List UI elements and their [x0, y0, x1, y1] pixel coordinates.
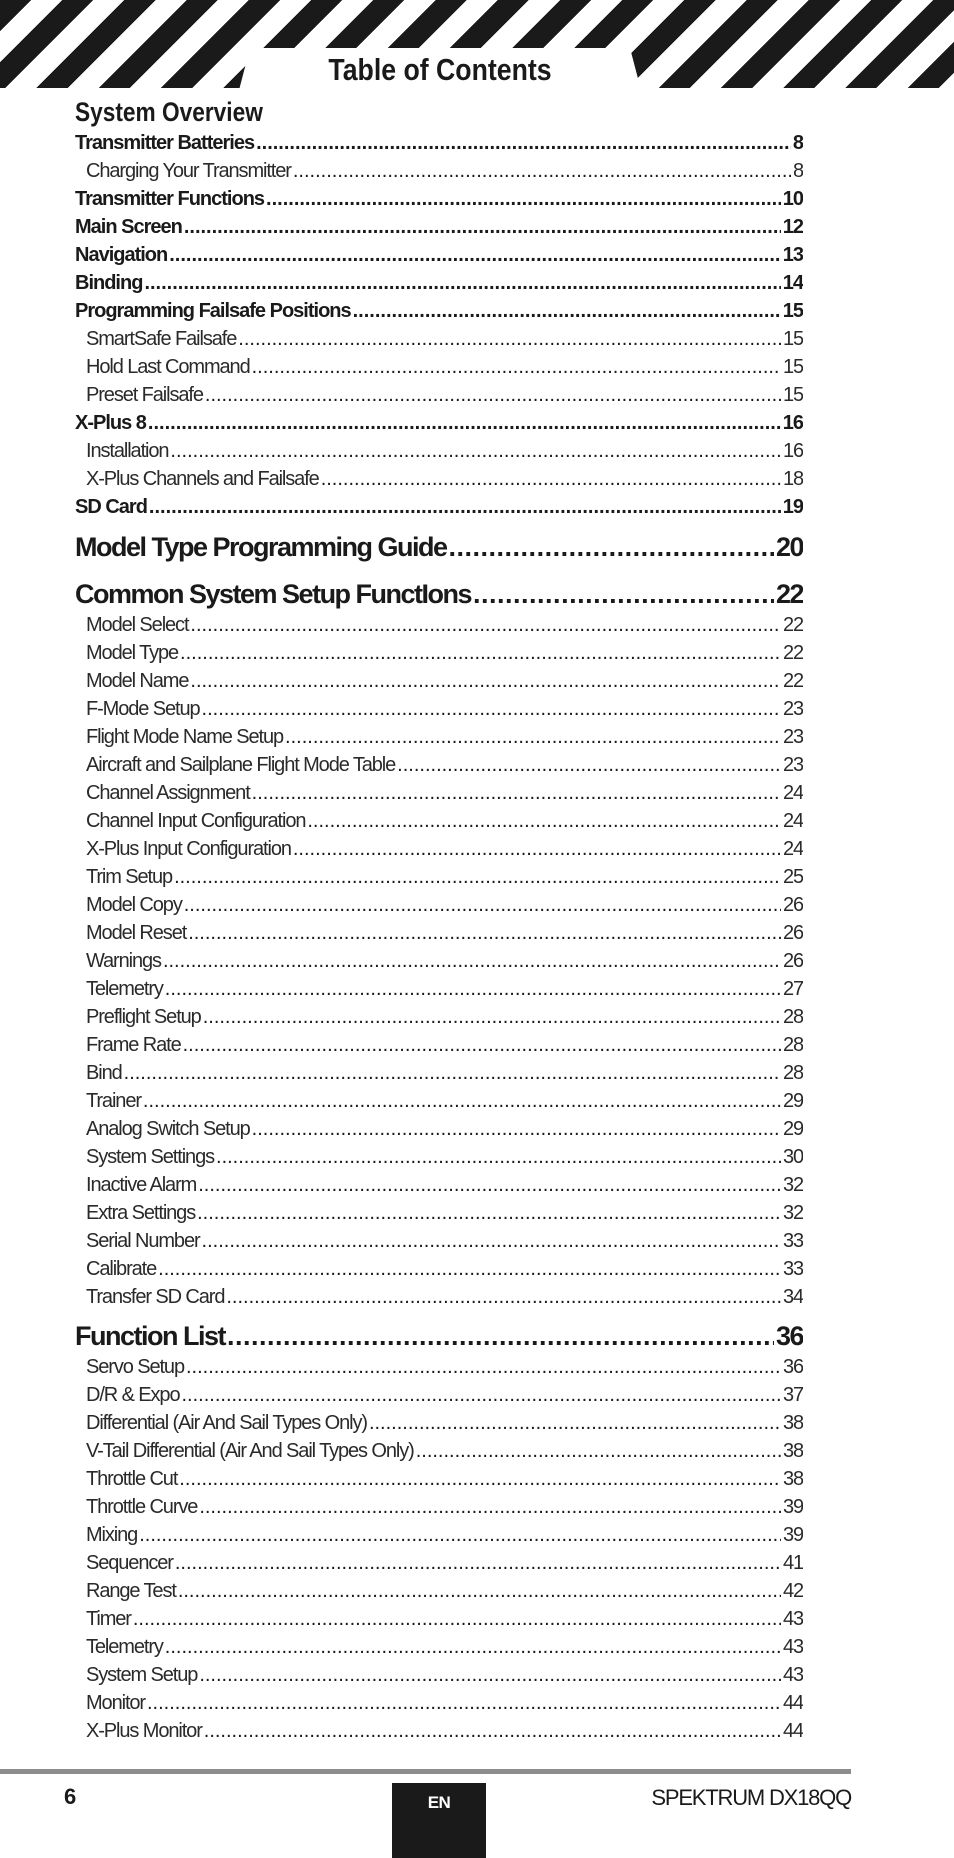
dot-leader	[416, 1437, 781, 1465]
toc-entry[interactable]	[75, 1633, 803, 1661]
toc-entry-page: 15	[782, 300, 803, 322]
toc-entry-title: Channel Input Configuration	[86, 810, 306, 832]
toc-entry[interactable]	[75, 891, 803, 919]
toc-entry-title: Model Copy	[86, 894, 182, 916]
toc-entry-page: 44	[782, 1692, 803, 1714]
toc-entry-page: 43	[782, 1664, 803, 1686]
toc-entry-page: 29	[782, 1118, 803, 1140]
toc-entry-title: Mixing	[86, 1524, 138, 1546]
toc-entry[interactable]	[75, 779, 803, 807]
dot-leader	[148, 409, 781, 437]
toc-entry[interactable]	[75, 297, 803, 325]
toc-entry-title: Servo Setup	[86, 1356, 184, 1378]
toc-entry-page: 42	[782, 1580, 803, 1602]
toc-entry-page: 10	[782, 188, 803, 210]
toc-entry-page: 33	[782, 1258, 803, 1280]
toc-entry-page: 36	[782, 1356, 803, 1378]
dot-leader	[252, 353, 781, 381]
toc-entry[interactable]	[75, 353, 803, 381]
toc-entry-page: 38	[782, 1440, 803, 1462]
toc-entry[interactable]	[75, 807, 803, 835]
toc-entry-page: 33	[782, 1230, 803, 1252]
toc-entry-title: V-Tail Differential (Air And Sail Types Only)	[86, 1440, 414, 1462]
toc-entry-title: Model Type Programming Guide	[75, 532, 447, 562]
toc-entry[interactable]	[75, 947, 803, 975]
toc-entry-page: 15	[782, 328, 803, 350]
dot-leader	[165, 1633, 781, 1661]
toc-entry-title: Telemetry	[86, 1636, 163, 1658]
toc-entry[interactable]	[75, 437, 803, 465]
dot-leader	[180, 639, 781, 667]
dot-leader	[293, 157, 791, 185]
toc-entry-title: Frame Rate	[86, 1034, 181, 1056]
dot-leader	[197, 1199, 781, 1227]
toc-entry[interactable]	[75, 723, 803, 751]
dot-leader	[199, 1661, 781, 1689]
toc-entry[interactable]	[75, 269, 803, 297]
toc-entry-page: 15	[782, 356, 803, 378]
toc-entry-page: 32	[782, 1202, 803, 1224]
dot-leader	[199, 1493, 781, 1521]
toc-entry[interactable]	[75, 1661, 803, 1689]
toc-entry-page: 22	[782, 670, 803, 692]
dot-leader	[174, 863, 781, 891]
dot-leader	[186, 1353, 781, 1381]
dot-leader	[369, 1409, 781, 1437]
toc-entry-title: Main Screen	[75, 216, 182, 238]
toc-entry-page: 23	[782, 726, 803, 748]
toc-entry-page: 44	[782, 1720, 803, 1742]
toc-entry[interactable]	[75, 1199, 803, 1227]
toc-entry-title: Bind	[86, 1062, 122, 1084]
toc-entry-title: SD Card	[75, 496, 147, 518]
dot-leader	[179, 1465, 781, 1493]
toc-entry-title: Extra Settings	[86, 1202, 196, 1224]
toc-entry-title: Timer	[86, 1608, 131, 1630]
toc-entry-title: Calibrate	[86, 1258, 157, 1280]
toc-entry[interactable]	[75, 611, 803, 639]
toc-entry-title: Navigation	[75, 244, 168, 266]
toc-section-entry[interactable]	[75, 569, 803, 611]
dot-leader	[321, 465, 781, 493]
toc-entry-title: Serial Number	[86, 1230, 200, 1252]
toc-entry[interactable]	[75, 1227, 803, 1255]
dot-leader	[183, 1031, 781, 1059]
dot-leader	[216, 1143, 781, 1171]
toc-entry-page: 43	[782, 1636, 803, 1658]
toc-entry-title: System Setup	[86, 1664, 198, 1686]
toc-entry-title: Function List	[75, 1321, 225, 1351]
dot-leader	[170, 437, 781, 465]
dot-leader	[256, 129, 791, 157]
toc-entry[interactable]	[75, 1493, 803, 1521]
toc-entry[interactable]	[75, 1031, 803, 1059]
toc-entry-page: 22	[775, 579, 803, 609]
toc-entry[interactable]	[75, 1255, 803, 1283]
dot-leader	[178, 1577, 781, 1605]
toc-entry-page: 26	[782, 922, 803, 944]
dot-leader	[307, 807, 781, 835]
toc-entry-page: 8	[792, 132, 803, 154]
toc-entry[interactable]	[75, 1003, 803, 1031]
dot-leader	[133, 1605, 781, 1633]
toc-entry[interactable]	[75, 409, 803, 437]
toc-entry-title: Differential (Air And Sail Types Only)	[86, 1412, 367, 1434]
toc-entry-page: 43	[782, 1608, 803, 1630]
toc-entry-page: 19	[782, 496, 803, 518]
toc-entry[interactable]	[75, 1689, 803, 1717]
toc-entry-title: Model Type	[86, 642, 179, 664]
toc-entry[interactable]	[75, 1521, 803, 1549]
toc-entry-title: Flight Mode Name Setup	[86, 726, 284, 748]
page-number: 6	[64, 1784, 77, 1809]
toc-entry-title: Throttle Curve	[86, 1496, 198, 1518]
dot-leader	[202, 695, 781, 723]
toc-entry[interactable]	[75, 1465, 803, 1493]
toc-entry[interactable]	[75, 835, 803, 863]
toc-entry[interactable]	[75, 1171, 803, 1199]
dot-leader	[158, 1255, 781, 1283]
toc-entry-page: 22	[782, 642, 803, 664]
toc-entry[interactable]	[75, 129, 803, 157]
toc-entry[interactable]	[75, 1087, 803, 1115]
toc-entry-page: 28	[782, 1034, 803, 1056]
toc-entry[interactable]	[75, 1605, 803, 1633]
product-name: SPEKTRUM DX18QQ	[651, 1785, 851, 1810]
toc-entry[interactable]	[75, 863, 803, 891]
toc-entry-title: X-Plus 8	[75, 412, 146, 434]
toc-entry-page: 30	[782, 1146, 803, 1168]
toc-entry[interactable]	[75, 493, 803, 521]
toc-entry[interactable]	[75, 1115, 803, 1143]
toc-entry[interactable]	[75, 975, 803, 1003]
toc-entry[interactable]	[75, 695, 803, 723]
toc-entry[interactable]	[75, 1353, 803, 1381]
toc-entry[interactable]	[75, 919, 803, 947]
dot-leader	[188, 919, 781, 947]
dot-leader	[227, 1311, 774, 1353]
toc-entry[interactable]	[75, 1381, 803, 1409]
dot-leader	[353, 297, 781, 325]
toc-entry-page: 24	[782, 838, 803, 860]
toc-entry[interactable]	[75, 465, 803, 493]
dot-leader	[226, 1283, 781, 1311]
toc-entry[interactable]	[75, 1717, 803, 1745]
toc-entry-page: 39	[782, 1496, 803, 1518]
section-heading: System Overview	[75, 97, 263, 127]
toc-entry[interactable]	[75, 1143, 803, 1171]
toc-entry-title: Model Reset	[86, 922, 187, 944]
toc-entry[interactable]	[75, 185, 803, 213]
dot-leader	[285, 723, 781, 751]
toc-entry-title: System Settings	[86, 1146, 215, 1168]
dot-leader	[252, 1115, 781, 1143]
toc-entry-title: Programming Failsafe Positions	[75, 300, 351, 322]
dot-leader	[252, 779, 781, 807]
toc-entry-page: 23	[782, 754, 803, 776]
page-title: Table of Contents	[328, 52, 552, 87]
dot-leader	[184, 891, 781, 919]
toc-entry-title: Sequencer	[86, 1552, 173, 1574]
toc-entry-title: Hold Last Command	[86, 356, 250, 378]
toc-entry-page: 27	[782, 978, 803, 1000]
toc-section-entry[interactable]	[75, 521, 803, 569]
dot-leader	[190, 611, 781, 639]
toc-entry-page: 41	[782, 1552, 803, 1574]
toc-entry-page: 32	[782, 1174, 803, 1196]
footer-rule	[0, 1769, 851, 1774]
toc-entry-title: X-Plus Channels and Failsafe	[86, 468, 319, 490]
toc-entry[interactable]	[75, 1409, 803, 1437]
dot-leader	[266, 185, 781, 213]
toc-entry-title: Preset Failsafe	[86, 384, 203, 406]
toc-entry-title: Model Name	[86, 670, 189, 692]
toc-entry-title: Telemetry	[86, 978, 163, 1000]
toc-entry-page: 13	[782, 244, 803, 266]
toc-entry-title: Trim Setup	[86, 866, 173, 888]
toc-entry[interactable]	[75, 1577, 803, 1605]
dot-leader	[147, 1689, 781, 1717]
toc-entry-page: 38	[782, 1412, 803, 1434]
toc-entry-page: 24	[782, 810, 803, 832]
toc-entry-page: 23	[782, 698, 803, 720]
dot-leader	[139, 1521, 781, 1549]
toc-entry[interactable]	[75, 639, 803, 667]
dot-leader	[204, 1717, 781, 1745]
dot-leader	[205, 381, 781, 409]
dot-leader	[397, 751, 781, 779]
toc-entry-title: Model Select	[86, 614, 189, 636]
toc-entry-page: 29	[782, 1090, 803, 1112]
dot-leader	[190, 667, 781, 695]
toc-entry-page: 39	[782, 1524, 803, 1546]
toc-entry-title: Common System Setup FunctIons	[75, 579, 472, 609]
toc-entry-page: 20	[775, 532, 803, 562]
toc-entry-title: SmartSafe Failsafe	[86, 328, 237, 350]
toc-entry[interactable]	[75, 325, 803, 353]
toc-entry-page: 16	[782, 440, 803, 462]
toc-entry-page: 28	[782, 1062, 803, 1084]
toc-entry[interactable]	[75, 241, 803, 269]
toc-entry[interactable]	[75, 667, 803, 695]
toc-entry-title: Monitor	[86, 1692, 145, 1714]
dot-leader	[293, 835, 781, 863]
dot-leader	[165, 975, 781, 1003]
dot-leader	[181, 1381, 780, 1409]
toc-entry-title: Charging Your Transmitter	[86, 160, 291, 182]
toc-entry-title: Aircraft and Sailplane Flight Mode Table	[86, 754, 396, 776]
toc-entry[interactable]	[75, 157, 803, 185]
toc-entry-page: 36	[775, 1321, 803, 1351]
toc-entry-title: Installation	[86, 440, 169, 462]
toc-entry-page: 34	[782, 1286, 803, 1308]
toc-entry[interactable]	[75, 751, 803, 779]
toc-entry[interactable]	[75, 1549, 803, 1577]
toc-section-entry[interactable]	[75, 1311, 803, 1353]
toc-entry-page: 28	[782, 1006, 803, 1028]
toc-entry-title: Trainer	[86, 1090, 141, 1112]
dot-leader	[169, 241, 781, 269]
toc-entry-title: Channel Assignment	[86, 782, 250, 804]
toc-entry[interactable]	[75, 213, 803, 241]
dot-leader	[163, 947, 781, 975]
toc-entry[interactable]	[75, 1283, 803, 1311]
dot-leader	[149, 493, 781, 521]
toc-list	[75, 129, 803, 1745]
toc-entry-title: D/R & Expo	[86, 1384, 180, 1406]
toc-entry-title: Transmitter Batteries	[75, 132, 255, 154]
toc-entry-page: 25	[782, 866, 803, 888]
toc-entry-title: X-Plus Monitor	[86, 1720, 202, 1742]
dot-leader	[203, 1003, 781, 1031]
toc-entry-title: Preflight Setup	[86, 1006, 201, 1028]
toc-entry-title: Transmitter Functions	[75, 188, 265, 210]
dot-leader	[449, 521, 774, 569]
toc-entry-title: F-Mode Setup	[86, 698, 200, 720]
toc-entry-page: 14	[782, 272, 803, 294]
dot-leader	[124, 1059, 781, 1087]
toc-entry-title: Inactive Alarm	[86, 1174, 197, 1196]
toc-entry-page: 16	[782, 412, 803, 434]
dot-leader	[473, 569, 774, 611]
toc-entry[interactable]	[75, 1437, 803, 1465]
dot-leader	[175, 1549, 781, 1577]
toc-entry-title: Analog Switch Setup	[86, 1118, 250, 1140]
toc-entry-title: Range Test	[86, 1580, 176, 1602]
dot-leader	[198, 1171, 781, 1199]
toc-entry-page: 26	[782, 950, 803, 972]
dot-leader	[184, 213, 781, 241]
dot-leader	[202, 1227, 781, 1255]
toc-entry-page: 18	[782, 468, 803, 490]
toc-entry-page: 22	[782, 614, 803, 636]
toc-entry-page: 26	[782, 894, 803, 916]
toc-entry-page: 8	[792, 160, 803, 182]
toc-entry-page: 37	[782, 1384, 803, 1406]
toc-entry-title: Binding	[75, 272, 143, 294]
toc-entry-page: 24	[782, 782, 803, 804]
toc-entry[interactable]	[75, 381, 803, 409]
dot-leader	[144, 269, 780, 297]
title-tab	[250, 48, 630, 94]
toc-entry-page: 12	[782, 216, 803, 238]
language-tab: EN	[392, 1783, 486, 1858]
toc-entry-title: Transfer SD Card	[86, 1286, 225, 1308]
table-of-contents	[75, 95, 803, 1745]
dot-leader	[238, 325, 781, 353]
toc-entry-title: Warnings	[86, 950, 161, 972]
dot-leader	[143, 1087, 781, 1115]
toc-entry-title: X-Plus Input Configuration	[86, 838, 291, 860]
toc-entry-page: 38	[782, 1468, 803, 1490]
toc-entry[interactable]	[75, 1059, 803, 1087]
toc-entry-page: 15	[782, 384, 803, 406]
toc-entry-title: Throttle Cut	[86, 1468, 178, 1490]
